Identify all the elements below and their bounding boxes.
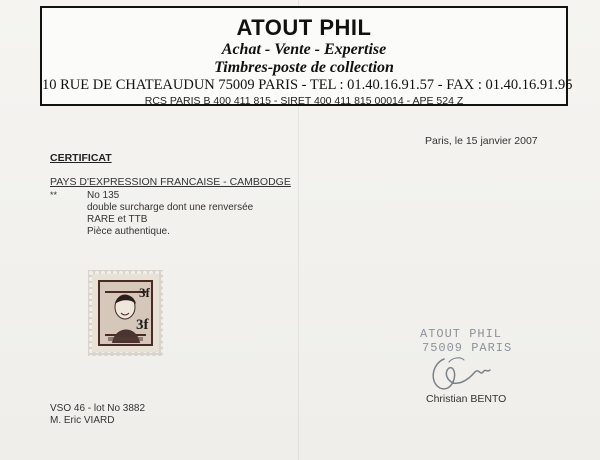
postage-stamp-image <box>88 270 163 356</box>
stamp-variety: double surcharge dont une renversée <box>87 202 254 213</box>
stamp-authenticity: Pièce authentique. <box>87 226 170 237</box>
rubber-stamp-city: 75009 PARIS <box>422 341 513 355</box>
certificate-title: CERTIFICAT <box>50 152 112 164</box>
lot-reference: VSO 46 - lot No 3882 <box>50 403 146 414</box>
quality-marker: ** <box>50 190 58 200</box>
company-tagline-2: Timbres-poste de collection <box>214 59 394 76</box>
company-address: 10 RUE DE CHATEAUDUN 75009 PARIS - TEL : 01.40.16.91.57 - FAX : 01.40.16.91.95 <box>42 77 573 93</box>
letterhead <box>40 6 573 107</box>
surcharge-upper: 3f <box>139 285 150 300</box>
handwritten-signature <box>425 352 495 394</box>
company-registration: RCS PARIS B 400 411 815 - SIRET 400 411 815 00014 - APE 524 Z <box>144 95 464 107</box>
certificate-date: Paris, le 15 janvier 2007 <box>425 135 538 147</box>
company-name: ATOUT PHIL <box>236 15 372 40</box>
stamp-number: No 135 <box>87 190 120 201</box>
client-name: M. Eric VIARD <box>50 415 115 426</box>
stamp-grade: RARE et TTB <box>87 214 148 225</box>
stamp-country: PAYS D'EXPRESSION FRANCAISE - CAMBODGE <box>50 176 291 188</box>
surcharge-lower: 3f <box>136 317 149 333</box>
company-tagline-1: Achat - Vente - Expertise <box>221 41 387 58</box>
signer-name: Christian BENTO <box>426 393 507 405</box>
rubber-stamp-company: ATOUT PHIL <box>420 327 503 341</box>
